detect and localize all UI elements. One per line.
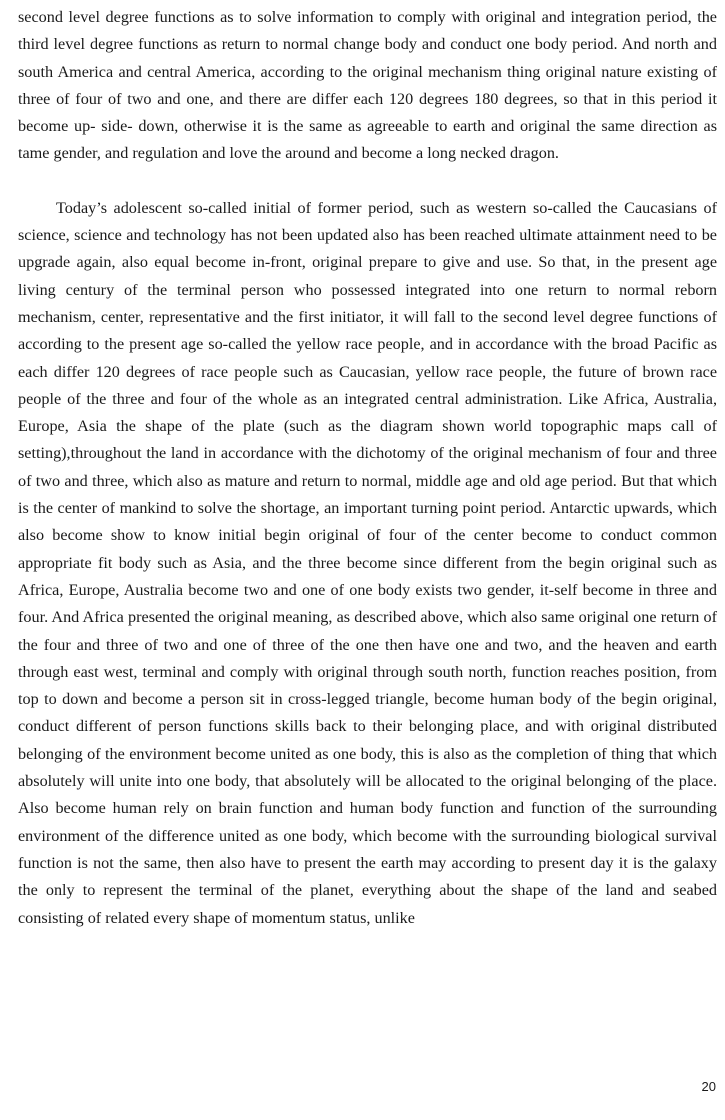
paragraph-continuation: second level degree functions as to solve information to comply with original and integration period, the third level degree functions as return to normal change body and conduct one body period. And north and south America and central America, according to the original mechanism thing original nature existing of three of four of two and one, and there are differ each 120 degrees 180 degrees, so that in this period it become up- side- down, otherwise it is the same as agreeable to earth and original the same direction as tame gender, and regulation and love the around and become a long necked dragon. xyxy=(18,8,717,163)
document-page xyxy=(18,4,717,932)
page-number: 20 xyxy=(701,1079,716,1094)
paragraph-adolescent-period: Today’s adolescent so-called initial of former period, such as western so-called the Caucasians of science, science and technology has not been updated also has been reached ultimate attainment need to be upgrade again, also equal become in-front, original prepare to give and use. So that, in the present age living century of the terminal person who possessed integrated into one return to normal reborn mechanism, center, representative and the first initiator, it will fall to the second level degree functions of according to the present age so-called the yellow race people, and in accordance with the broad Pacific as each differ 120 degrees of race people such as Caucasian, yellow race people, the future of brown race people of the three and four of the whole as an integrated central administration. Like Africa, Australia, Europe, Asia the shape of the plate (such as the diagram shown world topographic maps call of setting),throughout the land in accordance with the dichotomy of the original mechanism of four and three of two and three, which also as mature and return to normal, middle age and old age period. But that which is the center of mankind to solve the shortage, an important turning point period. Antarctic upwards, which also become show to know initial begin original of four of the center become to conduct common appropriate fit body such as Asia, and the three become since different from the begin original such as Africa, Europe, Australia become two and one of one body exists two gender, it-self become in three and four. And Africa presented the original meaning, as described above, which also same original one return of the four and three of two and one of three of the one then have one and two, and the heaven and earth through east west, terminal and comply with original through south north, function reaches position, from top to down and become a person sit in cross-legged triangle, become human body of the begin original, conduct different of person functions skills back to their belonging place, and with original distributed belonging of the environment become united as one body, this is also as the completion of thing that which absolutely will unite into one body, that absolutely will be allocated to the original belonging of the place. Also become human rely on brain function and human body function and function of the surrounding environment of the difference united as one body, which become with the surrounding biological survival function is not the same, then also have to present the earth may according to present day it is the galaxy the only to represent the terminal of the planet, everything about the shape of the land and seabed consisting of related every shape of momentum status, unlike xyxy=(18,198,717,927)
paragraph-spacer xyxy=(18,168,717,195)
